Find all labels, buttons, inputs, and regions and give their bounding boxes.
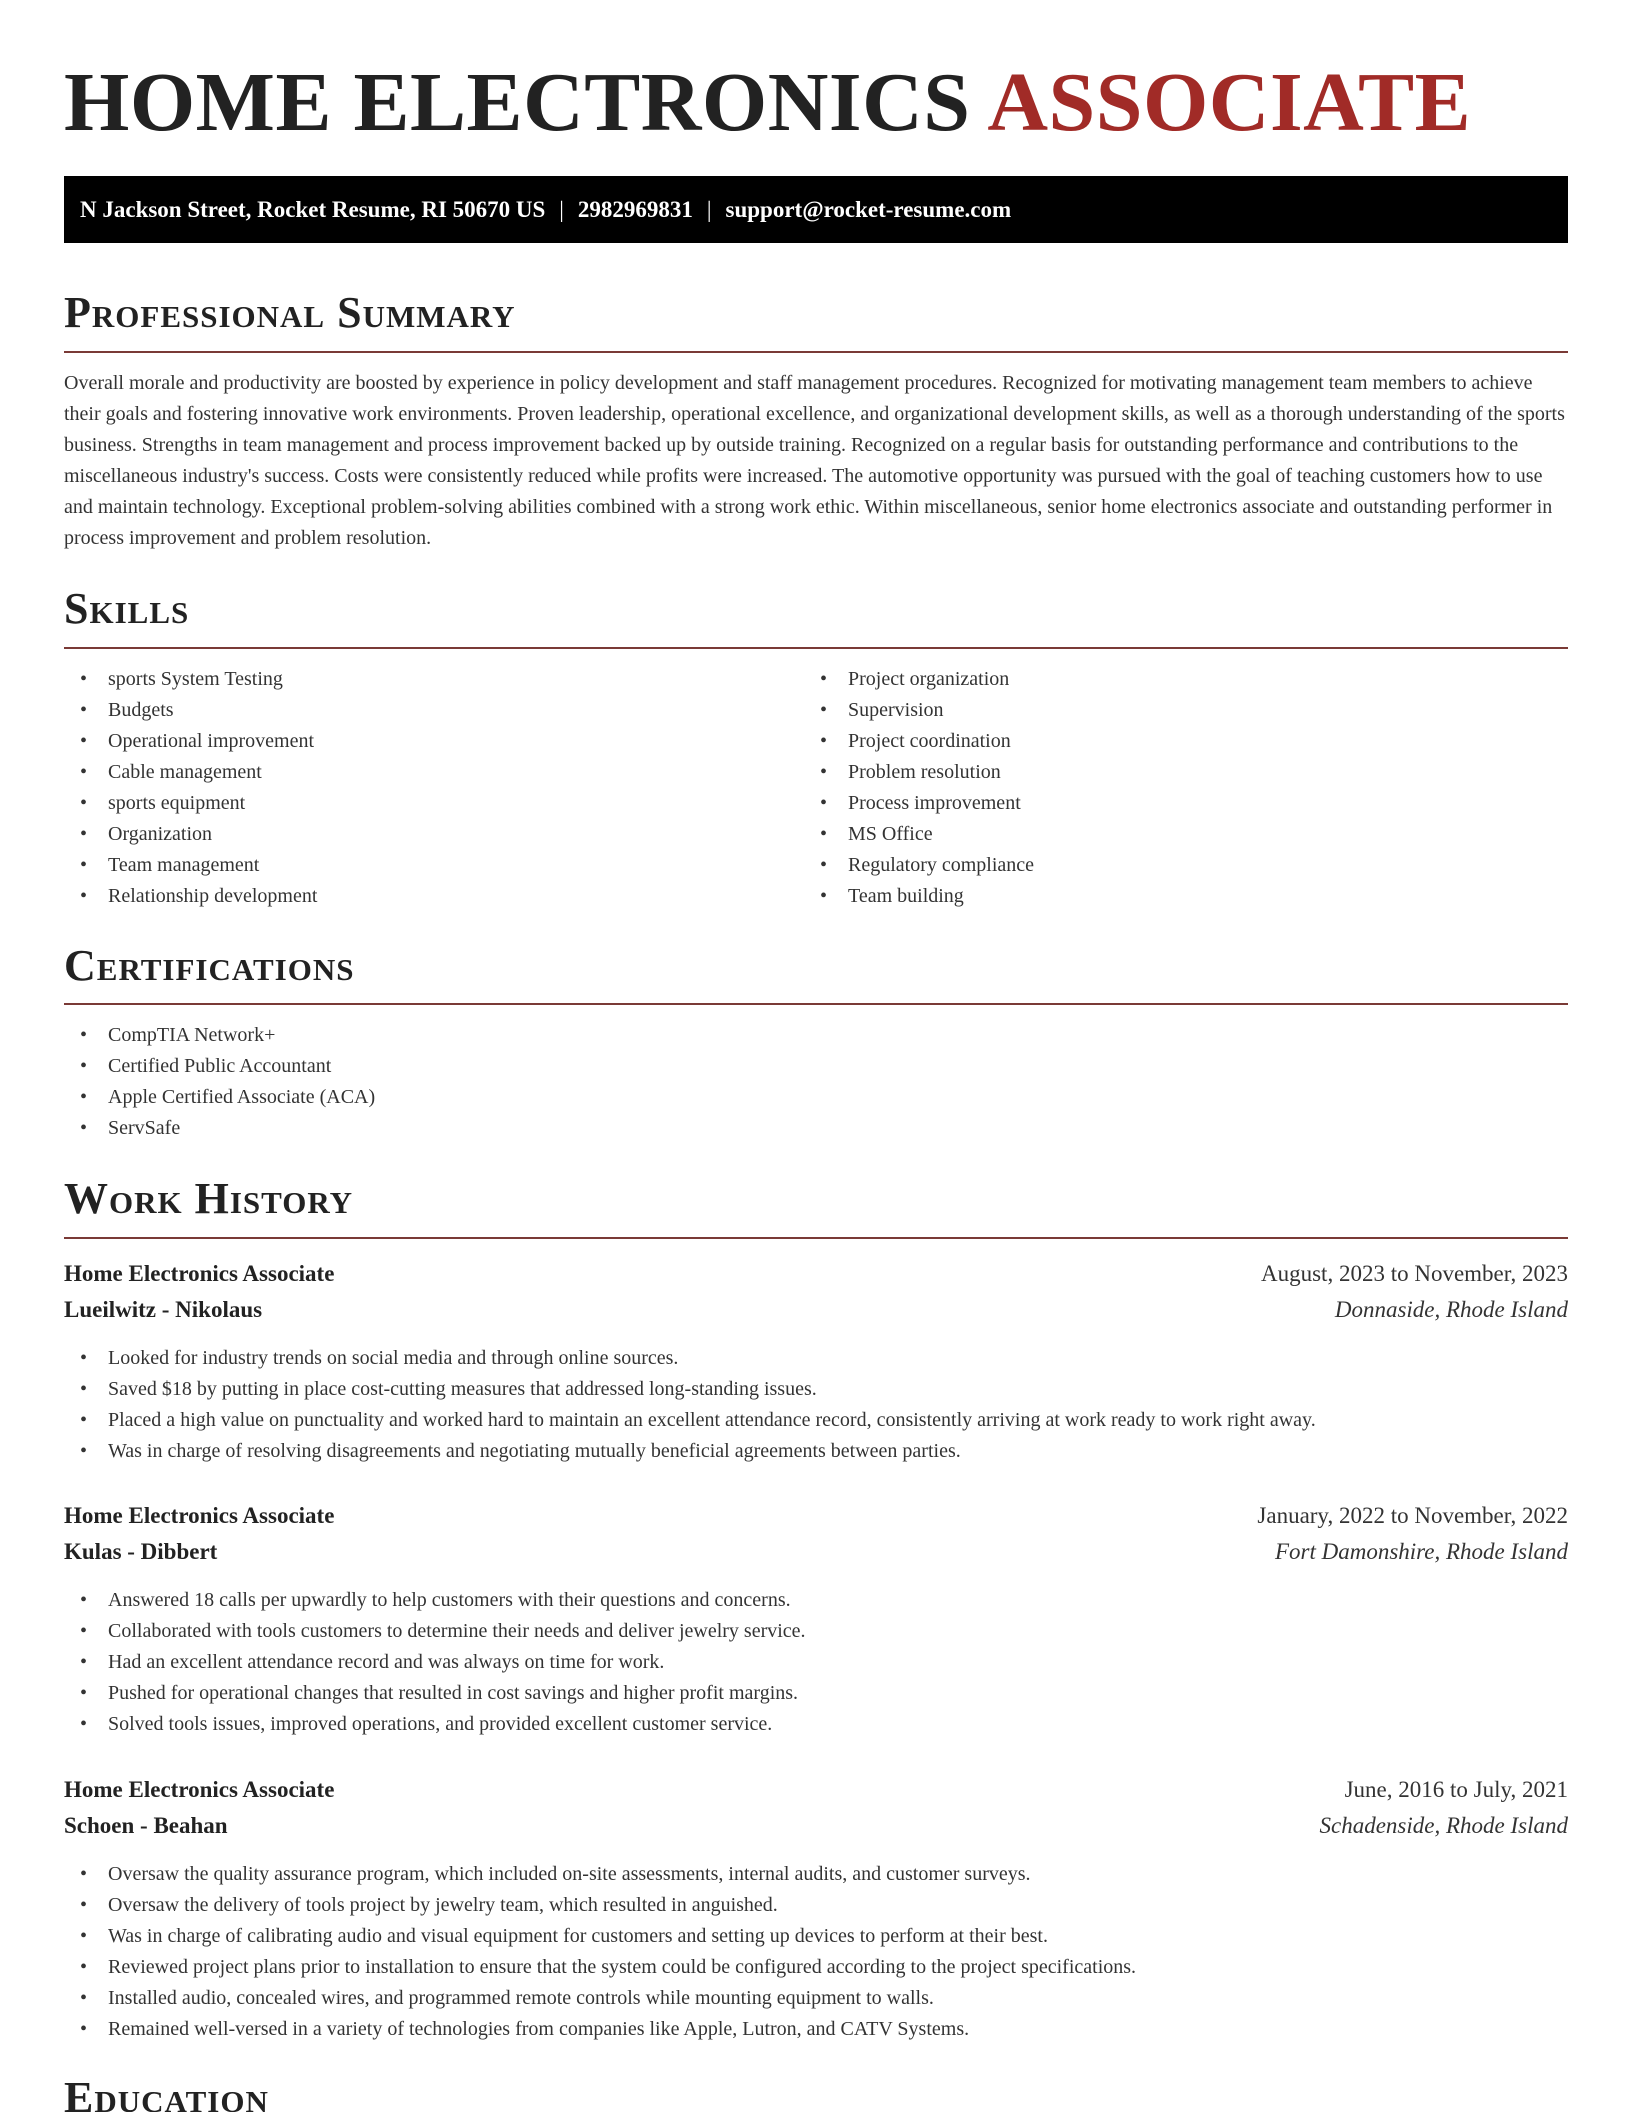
- title-accent: ASSOCIATE: [987, 56, 1472, 149]
- job-bullet: • Was in charge of calibrating audio and visual equipment for customers and setting up devices to perform at their best.: [64, 1921, 1568, 1952]
- job-bullet: • Pushed for operational changes that resulted in cost savings and higher profit margins.: [64, 1678, 1568, 1709]
- certifications-list: [64, 1020, 1568, 1144]
- skill-item: • Project coordination: [804, 726, 1544, 757]
- summary-divider: [64, 351, 1568, 353]
- skill-item: • sports System Testing: [64, 664, 804, 695]
- certification-item: • Certified Public Accountant: [64, 1051, 1568, 1082]
- job-bullet: • Looked for industry trends on social media and through online sources.: [64, 1343, 1568, 1374]
- skill-item: • Cable management: [64, 757, 804, 788]
- skill-item: • Supervision: [804, 695, 1544, 726]
- job-location: Schadenside, Rhode Island: [1319, 1813, 1568, 1838]
- job-location: Fort Damonshire, Rhode Island: [1274, 1539, 1568, 1564]
- job-title: Home Electronics Associate: [64, 1261, 335, 1286]
- job-company: Kulas - Dibbert: [64, 1539, 218, 1564]
- job-bullets: [64, 1585, 1568, 1740]
- job-bullet: • Installed audio, concealed wires, and programmed remote controls while mounting equipment to walls.: [64, 1983, 1568, 2014]
- skill-item: • sports equipment: [64, 788, 804, 819]
- job-dates: January, 2022 to November, 2022: [1257, 1503, 1568, 1528]
- contact-separator: |: [706, 197, 712, 222]
- summary-text: Overall morale and productivity are boosted by experience in policy development and staff management procedures. Recognized for motivating management team members to achieve their goals and fostering innovative work environments. Proven leadership, operational excellence, and organizational development skills, as well as a thorough understanding of the sports business. Strengths in team management and process improvement backed up by outside training. Recognized on a regular basis for outstanding performance and contributions to the miscellaneous industry's success. Costs were consistently reduced while profits were increased. The automotive opportunity was pursued with the goal of teaching customers how to use and maintain technology. Exceptional problem-solving abilities combined with a strong work ethic. Within miscellaneous, senior home electronics associate and outstanding performer in process improvement and problem resolution.: [64, 372, 1565, 549]
- contact-phone[interactable]: 2982969831: [577, 197, 693, 222]
- resume-title: [64, 0, 1568, 177]
- job-bullet: • Answered 18 calls per upwardly to help customers with their questions and concerns.: [64, 1585, 1568, 1616]
- certification-item: • CompTIA Network+: [64, 1020, 1568, 1051]
- resume-content: [64, 0, 1568, 2112]
- skill-item: • Operational improvement: [64, 726, 804, 757]
- skills-list-right: [804, 664, 1544, 912]
- summary-heading: Professional Summary: [64, 288, 516, 337]
- job-title: Home Electronics Associate: [64, 1777, 335, 1802]
- job-bullet: • Oversaw the quality assurance program, which included on-site assessments, internal audits, and customer surveys.: [64, 1859, 1568, 1890]
- job-title-row: [64, 1256, 1568, 1292]
- job-bullet: • Saved $18 by putting in place cost-cutting measures that addressed long-standing issues.: [64, 1374, 1568, 1405]
- job-bullet: • Oversaw the delivery of tools project by jewelry team, which resulted in anguished.: [64, 1890, 1568, 1921]
- certifications-heading: Certifications: [64, 941, 355, 990]
- certification-item: • ServSafe: [64, 1113, 1568, 1144]
- skill-item: • Team management: [64, 850, 804, 881]
- title-primary: HOME ELECTRONICS: [64, 56, 971, 149]
- job-bullets: [64, 1859, 1568, 2045]
- skill-item: • Problem resolution: [804, 757, 1544, 788]
- job-company-row: [64, 1534, 1568, 1570]
- job-dates: August, 2023 to November, 2023: [1261, 1261, 1568, 1286]
- contact-address: N Jackson Street, Rocket Resume, RI 50670 US: [80, 197, 546, 222]
- job-bullet: • Placed a high value on punctuality and worked hard to maintain an excellent attendance record, consistently arriving at work ready to work right away.: [64, 1405, 1568, 1436]
- job-bullet: • Was in charge of resolving disagreements and negotiating mutually beneficial agreements between parties.: [64, 1436, 1568, 1467]
- skill-item: • Relationship development: [64, 881, 804, 912]
- certification-item: • Apple Certified Associate (ACA): [64, 1082, 1568, 1113]
- skill-item: • Organization: [64, 819, 804, 850]
- job-bullet: • Reviewed project plans prior to installation to ensure that the system could be configured according to the project specifications.: [64, 1952, 1568, 1983]
- job-title-row: [64, 1772, 1568, 1808]
- skills-list-left: [64, 664, 804, 912]
- job-bullet: • Solved tools issues, improved operations, and provided excellent customer service.: [64, 1709, 1568, 1740]
- skill-item: • Team building: [804, 881, 1544, 912]
- skill-item: • Process improvement: [804, 788, 1544, 819]
- contact-bar: [64, 176, 1568, 243]
- job-company: Lueilwitz - Nikolaus: [64, 1297, 263, 1322]
- job-company-row: [64, 1292, 1568, 1328]
- work-history-heading: Work History: [64, 1174, 354, 1223]
- certifications-divider: [64, 1003, 1568, 1005]
- skill-item: • Regulatory compliance: [804, 850, 1544, 881]
- job-bullets: [64, 1343, 1568, 1467]
- job-company-row: [64, 1808, 1568, 1844]
- job-location: Donnaside, Rhode Island: [1334, 1297, 1568, 1322]
- skills-heading: Skills: [64, 584, 190, 633]
- contact-separator: |: [559, 197, 564, 222]
- job-bullet: • Had an excellent attendance record and was always on time for work.: [64, 1647, 1568, 1678]
- skill-item: • Project organization: [804, 664, 1544, 695]
- skills-divider: [64, 647, 1568, 649]
- job-title: Home Electronics Associate: [64, 1503, 335, 1528]
- skill-item: • MS Office: [804, 819, 1544, 850]
- work-history-divider: [64, 1237, 1568, 1239]
- job-company: Schoen - Beahan: [64, 1813, 228, 1838]
- job-bullet: • Remained well-versed in a variety of technologies from companies like Apple, Lutron, and CATV Systems.: [64, 2014, 1568, 2045]
- skill-item: • Budgets: [64, 695, 804, 726]
- job-dates: June, 2016 to July, 2021: [1344, 1777, 1568, 1802]
- education-heading: Education: [64, 2073, 269, 2112]
- job-title-row: [64, 1498, 1568, 1534]
- job-bullet: • Collaborated with tools customers to determine their needs and deliver jewelry service.: [64, 1616, 1568, 1647]
- contact-email[interactable]: support@rocket-resume.com: [725, 197, 1012, 222]
